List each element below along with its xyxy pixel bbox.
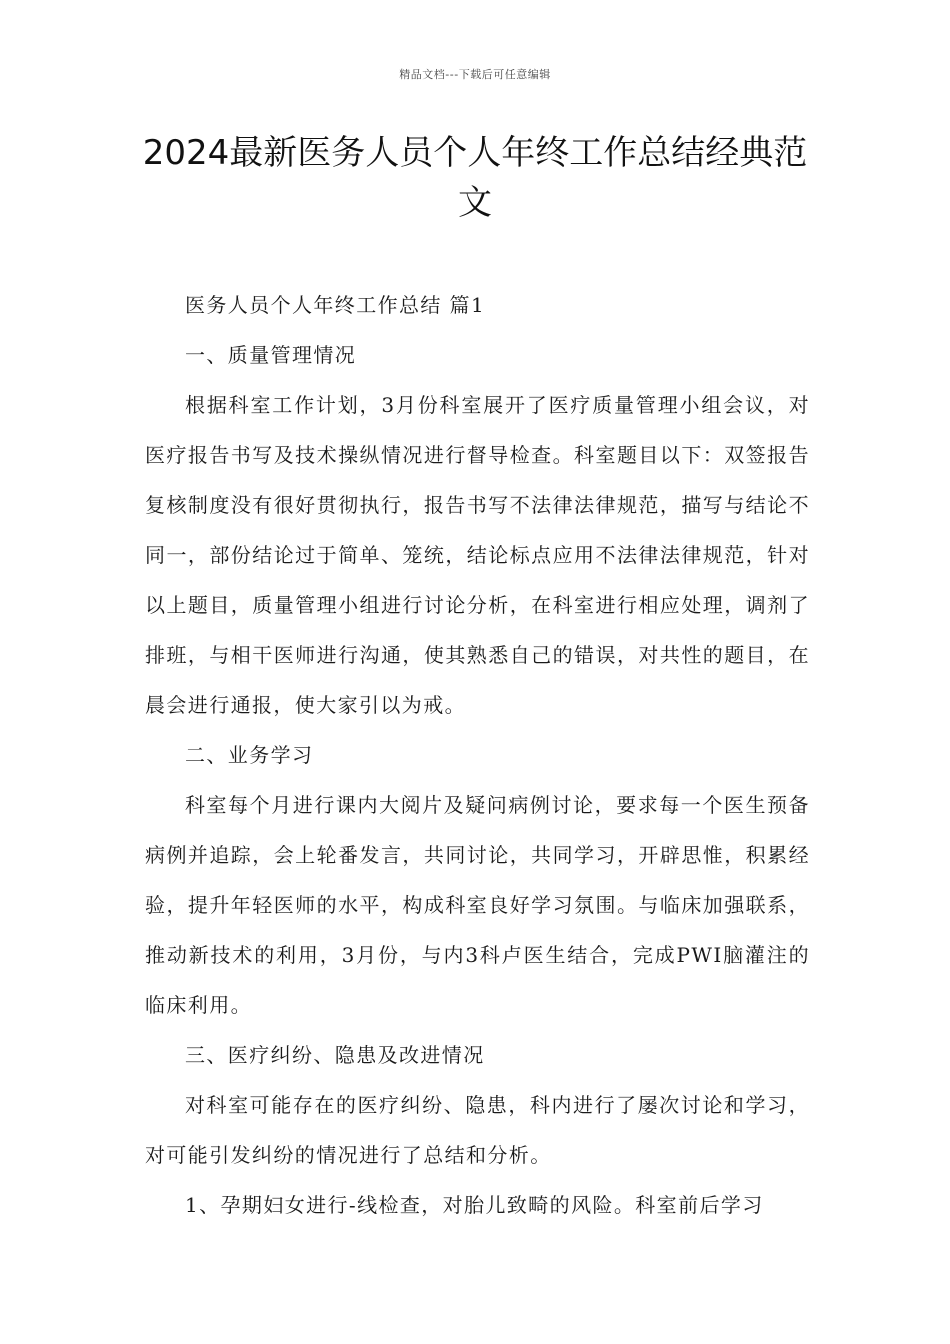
section-heading-article: 医务人员个人年终工作总结 篇1 — [185, 293, 486, 317]
paragraph-quality: 根据科室工作计划，3月份科室展开了医疗质量管理小组会议，对医疗报告书写及技术操纵情况进行督导检查。科室题目以下：双签报告复核制度没有很好贯彻执行，报告书写不法律法律规范，描写与结论不同一，部份结论过于简单、笼统，结论标点应用不法律法律规范，针对以上题目，质量管理小组进行讨论分析，在科室进行相应处理，调剂了排班，与相干医师进行沟通，使其熟悉自己的错误，对共性的题目，在晨会进行通报，使大家引以为戒。 — [145, 393, 810, 717]
section-heading-study: 二、业务学习 — [185, 743, 314, 767]
list-item-1: 1、孕期妇女进行-线检查，对胎儿致畸的风险。科室前后学习 — [185, 1193, 764, 1217]
section-heading-disputes: 三、医疗纠纷、隐患及改进情况 — [185, 1043, 485, 1067]
document-title: 2024最新医务人员个人年终工作总结经典范文 — [142, 133, 808, 223]
section-heading-quality: 一、质量管理情况 — [185, 343, 357, 367]
paragraph-disputes: 对科室可能存在的医疗纠纷、隐患，科内进行了屡次讨论和学习，对可能引发纠纷的情况进行了总结和分析。 — [145, 1093, 810, 1167]
header-note: 精品文档---下载后可任意编辑 — [399, 68, 551, 81]
paragraph-study: 科室每个月进行课内大阅片及疑问病例讨论，要求每一个医生预备病例并追踪，会上轮番发言，共同讨论，共同学习，开辟思惟，积累经验，提升年轻医师的水平，构成科室良好学习氛围。与临床加强联系，推动新技术的利用，3月份，与内3科卢医生结合，完成PWI脑灌注的临床利用。 — [145, 793, 810, 1017]
document-body — [145, 280, 810, 1230]
